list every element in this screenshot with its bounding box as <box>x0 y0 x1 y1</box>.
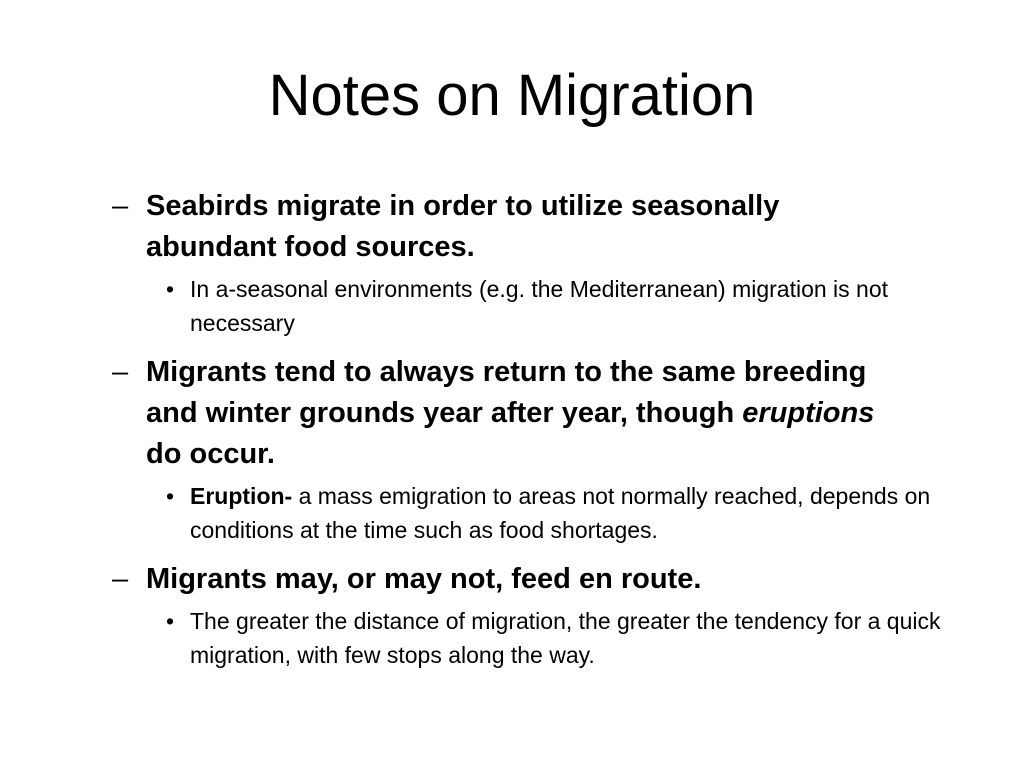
sub-point-1-text: In a-seasonal environments (e.g. the Mediterranean) migration is not necessary <box>190 276 889 336</box>
main-point-3 <box>0 559 906 600</box>
sub-point-2 <box>0 479 960 547</box>
sub-point-3 <box>0 604 960 672</box>
main-point-2-text-end: do occur. <box>146 438 275 470</box>
eruption-definition: a mass emigration to areas not normally reached, depends on conditions at the time such as food shortages. <box>190 483 931 543</box>
round-bullet-icon: • <box>166 483 175 509</box>
sub-point-2-text <box>190 483 930 543</box>
main-point-2-text <box>146 356 874 470</box>
main-point-3-text: Migrants may, or may not, feed en route. <box>146 563 702 595</box>
dash-bullet-icon: – <box>112 356 129 388</box>
sub-point-3-text: The greater the distance of migration, the greater the tendency for a quick migration, with few stops along the way. <box>190 608 941 668</box>
round-bullet-icon: • <box>166 608 175 634</box>
round-bullet-icon: • <box>166 276 175 302</box>
main-point-1-text: Seabirds migrate in order to utilize seasonally abundant food sources. <box>146 190 780 263</box>
dash-bullet-icon: – <box>112 563 129 595</box>
slide-body <box>0 186 1024 672</box>
slide-title: Notes on Migration <box>268 63 756 128</box>
eruptions-emphasis: eruptions <box>742 397 875 429</box>
main-point-2-text-start: Migrants tend to always return to the same breeding and winter grounds year after year, though <box>146 356 867 429</box>
main-point-1 <box>0 186 906 268</box>
dash-bullet-icon: – <box>112 190 129 222</box>
eruption-term: Eruption- <box>190 483 293 509</box>
main-point-2 <box>0 352 906 475</box>
sub-point-1 <box>0 272 960 340</box>
